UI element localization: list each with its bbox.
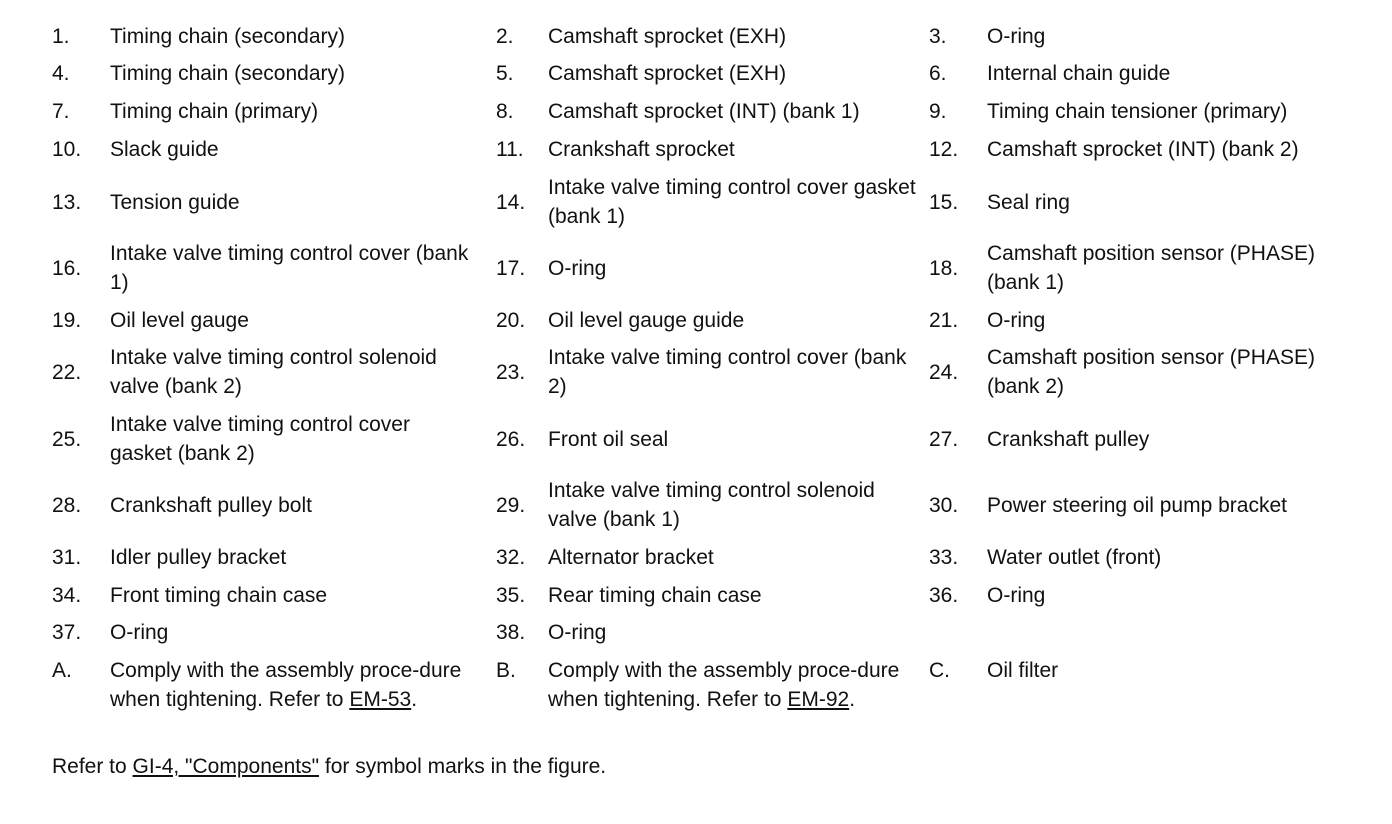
item-number: 9.	[929, 100, 947, 123]
reference-link[interactable]: EM-92	[787, 688, 850, 711]
note-letter: C.	[929, 659, 950, 682]
item-label: Power steering oil pump bracket	[987, 493, 1287, 517]
legend-item	[929, 476, 1369, 534]
item-label: Timing chain (primary)	[110, 100, 319, 123]
gi-4-components-link[interactable]: GI-4, "Components"	[132, 755, 320, 778]
footer-note	[52, 752, 606, 781]
item-label: Crankshaft sprocket	[548, 138, 735, 161]
item-number: 27.	[929, 427, 959, 451]
note-text	[987, 656, 1369, 685]
legend-item	[496, 343, 916, 401]
item-label: O-ring	[110, 621, 169, 644]
item-number: 28.	[52, 493, 82, 517]
item-label: Timing chain tensioner (primary)	[987, 100, 1288, 123]
item-label: Timing chain (secondary)	[110, 62, 345, 85]
legend-item	[52, 618, 472, 647]
legend-item	[929, 59, 1369, 88]
note-end: .	[411, 688, 418, 711]
item-label: Intake valve timing control cover (bank 2)	[548, 346, 907, 398]
item-number: 1.	[52, 25, 70, 48]
note-item	[929, 656, 1369, 743]
legend-item	[52, 59, 472, 88]
legend-item	[52, 306, 472, 335]
item-number: 16.	[52, 256, 82, 280]
legend-item	[496, 581, 916, 610]
item-number: 17.	[496, 256, 526, 280]
note-item	[52, 656, 472, 743]
legend-item	[929, 343, 1369, 401]
legend-item	[496, 135, 916, 164]
item-number: 34.	[52, 584, 82, 607]
note-body: Comply with the assembly proce-dure when tightening. Refer to	[110, 659, 462, 711]
item-number: 7.	[52, 100, 70, 123]
item-number: 26.	[496, 427, 526, 451]
legend-item	[929, 306, 1369, 335]
item-number: 12.	[929, 138, 959, 161]
item-number: 36.	[929, 584, 959, 607]
legend-item	[496, 173, 916, 231]
item-number: 20.	[496, 309, 526, 332]
note-item	[496, 656, 916, 743]
item-number: 4.	[52, 62, 70, 85]
legend-item	[929, 97, 1369, 126]
item-label: Timing chain (secondary)	[110, 25, 345, 48]
item-number: 5.	[496, 62, 514, 85]
legend-row	[0, 97, 1392, 126]
legend-item	[929, 173, 1369, 231]
item-number: 25.	[52, 427, 82, 451]
legend-item	[52, 476, 472, 534]
item-number: 31.	[52, 546, 82, 569]
item-label: Front oil seal	[548, 427, 669, 451]
item-number: 8.	[496, 100, 514, 123]
legend-item	[496, 239, 916, 297]
item-label: Camshaft position sensor (PHASE) (bank 1)	[987, 242, 1315, 294]
legend-row	[0, 22, 1392, 51]
legend-item	[52, 581, 472, 610]
legend-item	[929, 22, 1369, 51]
item-label: Slack guide	[110, 138, 219, 161]
item-label: Crankshaft pulley	[987, 427, 1150, 451]
item-label: O-ring	[987, 584, 1046, 607]
note-body: Comply with the assembly proce-dure when tightening. Refer to	[548, 659, 900, 711]
footer-pre: Refer to	[52, 755, 133, 778]
legend-row	[0, 581, 1392, 610]
legend-row	[0, 173, 1392, 231]
legend-item	[929, 543, 1369, 572]
item-label: Intake valve timing control cover gasket (bank 1)	[548, 176, 916, 228]
item-label: Water outlet (front)	[987, 546, 1162, 569]
item-label: O-ring	[548, 256, 607, 280]
item-label: O-ring	[548, 621, 607, 644]
legend-item	[52, 543, 472, 572]
legend-item	[52, 343, 472, 401]
legend-item	[496, 410, 916, 468]
item-label: Internal chain guide	[987, 62, 1171, 85]
item-number: 10.	[52, 138, 82, 161]
item-number: 14.	[496, 190, 526, 214]
item-label: Idler pulley bracket	[110, 546, 287, 569]
item-number: 35.	[496, 584, 526, 607]
legend-item	[496, 306, 916, 335]
legend-item	[52, 410, 472, 468]
note-body: Oil filter	[987, 659, 1059, 682]
legend-item	[929, 581, 1369, 610]
legend-item	[929, 135, 1369, 164]
item-number: 32.	[496, 546, 526, 569]
item-label: Front timing chain case	[110, 584, 328, 607]
item-number: 21.	[929, 309, 959, 332]
legend-row	[0, 239, 1392, 297]
item-label: Rear timing chain case	[548, 584, 762, 607]
note-text	[110, 656, 472, 714]
legend-row	[0, 476, 1392, 534]
item-number: 24.	[929, 360, 959, 384]
footer-post: for symbol marks in the figure.	[319, 755, 607, 778]
legend-item	[496, 543, 916, 572]
item-label: Crankshaft pulley bolt	[110, 493, 312, 517]
item-number: 37.	[52, 621, 82, 644]
item-label: Tension guide	[110, 190, 240, 214]
item-label: O-ring	[987, 25, 1046, 48]
legend-row	[0, 618, 1392, 647]
item-number: 6.	[929, 62, 947, 85]
legend-item	[929, 239, 1369, 297]
note-letter: A.	[52, 659, 72, 682]
legend-item	[52, 97, 472, 126]
item-label: Camshaft position sensor (PHASE) (bank 2)	[987, 346, 1315, 398]
item-number: 23.	[496, 360, 526, 384]
item-number: 29.	[496, 493, 526, 517]
legend-row	[0, 343, 1392, 401]
item-label: Oil level gauge guide	[548, 309, 745, 332]
item-label: Camshaft sprocket (INT) (bank 2)	[987, 138, 1299, 161]
item-label: Camshaft sprocket (INT) (bank 1)	[548, 100, 860, 123]
item-number: 15.	[929, 190, 959, 214]
legend-row	[0, 543, 1392, 572]
legend-row	[0, 306, 1392, 335]
item-label: Camshaft sprocket (EXH)	[548, 25, 787, 48]
legend-item	[52, 22, 472, 51]
note-letter: B.	[496, 659, 516, 682]
item-number: 33.	[929, 546, 959, 569]
item-number: 18.	[929, 256, 959, 280]
legend-row	[0, 59, 1392, 88]
item-number: 19.	[52, 309, 82, 332]
item-label: Intake valve timing control cover (bank 1)	[110, 242, 469, 294]
item-number: 3.	[929, 25, 947, 48]
legend-item	[52, 135, 472, 164]
item-label: Intake valve timing control solenoid valve (bank 1)	[548, 479, 875, 531]
item-label: O-ring	[987, 309, 1046, 332]
legend-row	[0, 410, 1392, 468]
item-number: 38.	[496, 621, 526, 644]
item-label: Seal ring	[987, 190, 1070, 214]
legend-item	[496, 97, 916, 126]
legend-item	[496, 22, 916, 51]
legend-item	[496, 59, 916, 88]
item-label: Camshaft sprocket (EXH)	[548, 62, 787, 85]
note-end: .	[849, 688, 856, 711]
item-label: Alternator bracket	[548, 546, 714, 569]
item-label: Oil level gauge	[110, 309, 249, 332]
item-label: Intake valve timing control solenoid valve (bank 2)	[110, 346, 437, 398]
notes-row	[0, 656, 1392, 743]
legend-item	[929, 410, 1369, 468]
legend-item	[496, 476, 916, 534]
legend-item	[496, 618, 916, 647]
item-number: 22.	[52, 360, 82, 384]
legend-item	[52, 239, 472, 297]
item-number: 2.	[496, 25, 514, 48]
item-number: 11.	[496, 138, 524, 161]
reference-link[interactable]: EM-53	[349, 688, 412, 711]
legend-row	[0, 135, 1392, 164]
legend-item	[52, 173, 472, 231]
note-text	[548, 656, 916, 714]
item-number: 13.	[52, 190, 82, 214]
item-label: Intake valve timing control cover gasket (bank 2)	[110, 413, 410, 465]
item-number: 30.	[929, 493, 959, 517]
